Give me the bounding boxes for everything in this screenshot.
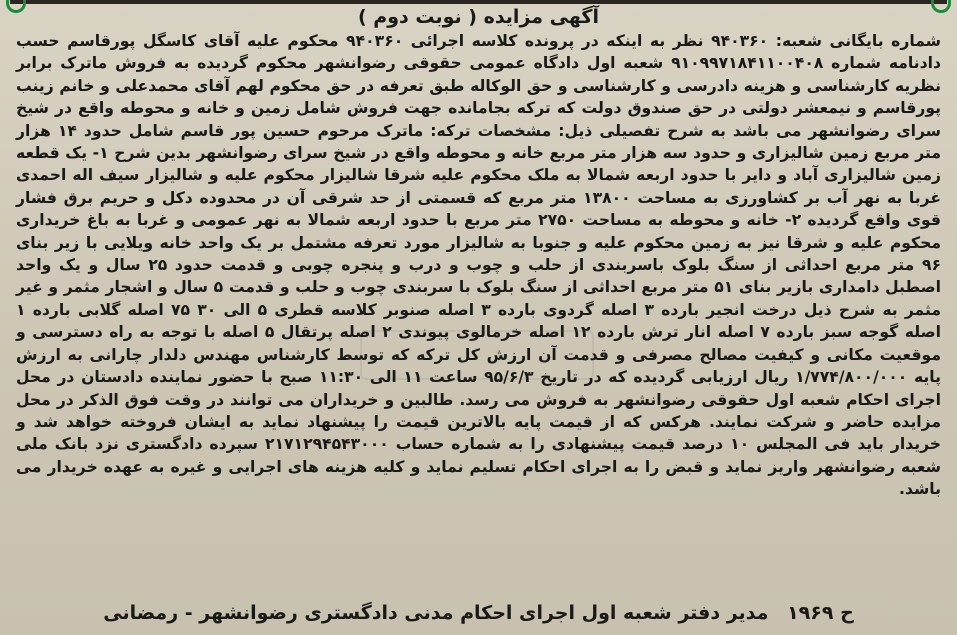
footer-signature: مدیر دفتر شعبه اول اجرای احکام مدنی دادگستری رضوانشهر - رمضانی	[103, 602, 769, 624]
footer-reference-code: ح ۱۹۶۹	[787, 602, 854, 624]
notice-body-text: شماره بایگانی شعبه: ۹۴۰۳۶۰ نظر به اینکه در پرونده کلاسه اجرائی ۹۴۰۳۶۰ محکوم علیه آقای کاسگل پورقاسم حسب دادنامه شماره ۹۱۰۹۹۷۱۸۴۱۱۰۰۴۰۸ شعبه اول دادگاه عمومی حقوقی رضوانشهر محکوم گردیده به فروش ماترک برابر نظریه کارشناسی و هزینه دادرسی و کارشناسی و حق الوکاله طبق تعرفه در حق محکوم لهم آقای محمدعلی و خانم زینب پورقاسم و نیمعشر دولتی در حق صندوق دولت که ترکه بجامانده جهت فروش شامل زمین و خانه و محوطه واقع در شیخ سرای رضوانشهر می باشد به شرح تفصیلی ذیل: مشخصات ترکه: ماترک مرحوم حسین پور قاسم شامل حدود ۱۴ هزار متر مربع زمین شالیزاری و حدود سه هزار متر مربع خانه و محوطه واقع در شیخ سرای رضوانشهر بدین شرح ۱- یک قطعه زمین شالیزاری آباد و دایر با حدود اربعه شمالا به ملک محکوم علیه شرقا شالیزار محکوم علیه و شالیزار سیف اله احمدی غربا به نهر آب بر کشاورزی به مساحت ۱۳۸۰۰ متر مربع که قسمتی از حد شرقی آن در محدوده دکل و حریم برق فشار قوی واقع گردیده ۲- خانه و محوطه به مساحت ۲۷۵۰ متر مربع با حدود اربعه شمالا به نهر عمومی و غربا به باغ خریداری محکوم علیه و شرقا نیز به زمین محکوم علیه و جنوبا به شالیزار مورد تعرفه مشتمل بر یک واحد خانه ویلایی با زیر بنای ۹۶ متر مربع احداثی از سنگ بلوک باسربندی از حلب و چوب و درب و پنجره چوبی و قدمت حدود ۲۵ سال و یک واحد اصطبل دامداری بازیر بنای ۵۱ متر مربع احداثی از سنگ بلوک با سربندی چوب و حلب و قدمت ۵ سال و اشجار مثمر و غیر مثمر به شرح ذیل درخت انجیر بارده ۳ اصله گردوی بارده ۳ اصله صنوبر کلاسه قطری ۵ الی ۳۰ ۷۵ اصله گلابی بارده ۱ اصله گوجه سبز بارده ۷ اصله انار ترش بارده ۱۲ اصله خرمالوی پیوندی ۲ اصله پرتقال ۵ اصله با توجه به راه دسترسی و موقعیت مکانی و کیفیت مصالح مصرفی و قدمت آن ارزش کل ترکه که توسط کارشناس مهندس دلدار چارانی به ارزش پایه ۱/۷۷۴/۸۰۰/۰۰۰ ریال ارزیابی گردیده که در تاریخ ۹۵/۶/۳ ساعت ۱۱ الی ۱۱:۳۰ صبح با حضور نماینده دادستان در محل اجرای احکام شعبه اول حقوقی رضوانشهر به فروش می رسد. طالبین و خریداران می توانند در وقت فوق الذکر در محل مزایده حاضر و شرکت نمایند. هرکس که از قیمت پایه بالاترین قیمت را پیشنهاد نماید به ایشان فروخته خواهد شد و خریدار باید فی المجلس ۱۰ درصد قیمت پیشنهادی را به شماره حساب ۲۱۷۱۲۹۴۵۴۳۰۰۰ سپرده دادگستری نزد بانک ملی شعبه رضوانشهر واریز نماید و قبض را به اجرای احکام تسلیم نماید و کلیه هزینه های اجرایی و غیره به عهده خریدار می باشد.	[16, 32, 942, 499]
notice-footer	[40, 599, 917, 627]
faded-watermark	[360, 330, 594, 380]
notice-title: آگهی مزایده ( نوبت دوم )	[358, 6, 599, 28]
